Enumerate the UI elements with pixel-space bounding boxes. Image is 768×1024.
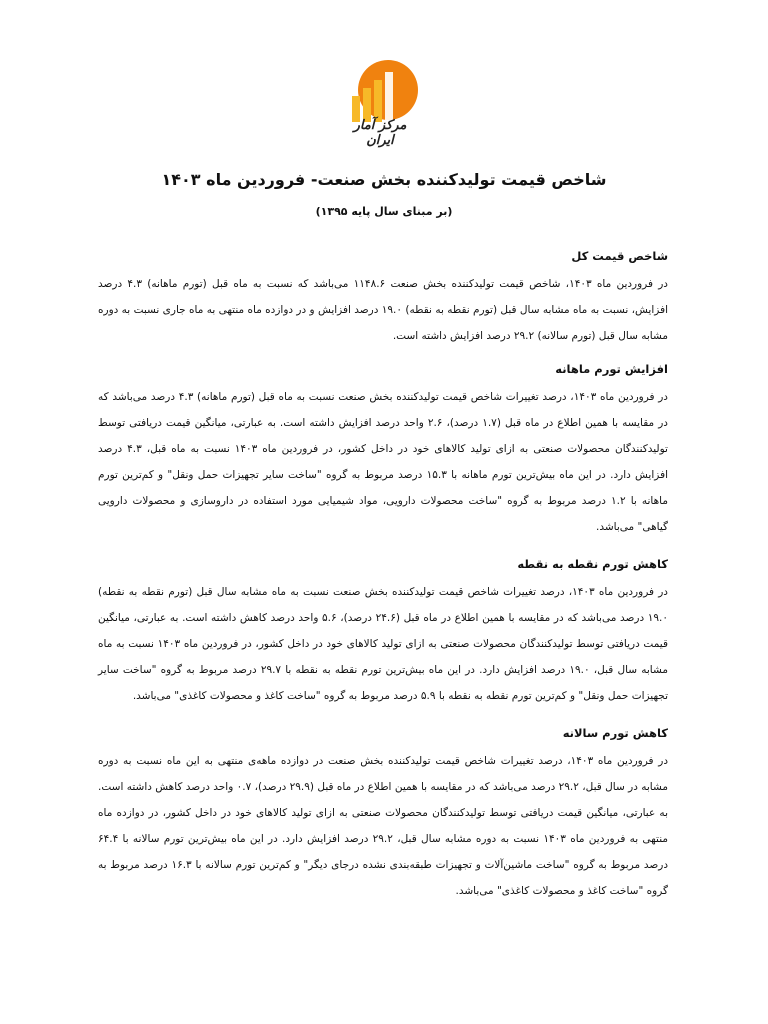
section-monthly-inflation (98, 360, 668, 540)
section-body: در فروردین ماه ۱۴۰۳، شاخص قیمت تولیدکننده بخش صنعت ۱۱۴۸.۶ می‌باشد که نسبت به ماه قبل (تورم ماهانه) ۴.۳ درصد افزایش، نسبت به ماه مشابه سال قبل (تورم نقطه به نقطه) ۱۹.۰ درصد افزایش و در دوازده ماه منتهی به ماه جاری نسبت به دوره مشابه سال قبل (تورم سالانه) ۲۹.۲ درصد افزایش داشته است. (98, 278, 669, 342)
section-heading: افزایش تورم ماهانه (555, 362, 668, 376)
logo-text: مرکز آمار ایران (353, 118, 407, 148)
page-title: شاخص قیمت تولیدکننده بخش صنعت- فروردین ماه ۱۴۰۳ (161, 170, 607, 189)
section-body: در فروردین ماه ۱۴۰۳، درصد تغییرات شاخص قیمت تولیدکننده بخش صنعت در دوازده ماهه‌ی منتهی به این ماه نسبت به دوره مشابه در سال قبل، ۲۹.۲ درصد می‌باشد که در مقایسه با همین اطلاع در ماه قبل (۲۹.۹ درصد)، ۰.۷ واحد درصد کاهش داشته است. به عبارتی، میانگین قیمت دریافتی توسط تولیدکنندگان محصولات صنعتی به ازای تولید کالاهای خود در داخل کشور، در دوازده ماه منتهی به فروردین ماه ۱۴۰۳ نسبت به دوره مشابه سال قبل، ۲۹.۲ درصد افزایش دارد. در این ماه بیش‌ترین تورم سالانه با ۶۴.۴ درصد مربوط به گروه "ساخت ماشین‌آلات و تجهیزات طبقه‌بندی نشده درجای دیگر" و کم‌ترین تورم سالانه با ۱۶.۳ درصد مربوط به گروه "ساخت کاغذ و محصولات کاغذی" می‌باشد. (98, 755, 669, 897)
section-body: در فروردین ماه ۱۴۰۳، درصد تغییرات شاخص قیمت تولیدکننده بخش صنعت نسبت به ماه قبل (تورم ماهانه) ۴.۳ درصد می‌باشد که در مقایسه با همین اطلاع در ماه قبل (۱.۷ درصد)، ۲.۶ واحد درصد افزایش داشته است. به عبارتی، میانگین قیمت دریافتی توسط تولیدکنندگان محصولات صنعتی به ازای تولید کالاهای خود در داخل کشور، در فروردین ماه ۱۴۰۳ نسبت به ماه قبل، ۴.۳ درصد افزایش دارد. در این ماه بیش‌ترین تورم ماهانه با ۱۵.۳ درصد مربوط به گروه "ساخت سایر تجهیزات حمل ونقل" و کم‌ترین تورم ماهانه با ۱.۲ درصد مربوط به گروه "ساخت محصولات دارویی، مواد شیمیایی مورد استفاده در داروسازی و محصولات دارویی گیاهی" می‌باشد. (98, 391, 669, 533)
page-subtitle: (بر مبنای سال پایه ۱۳۹۵) (315, 205, 453, 218)
section-annual-inflation (98, 724, 668, 904)
section-heading: شاخص قیمت کل (571, 249, 668, 263)
section-body: در فروردین ماه ۱۴۰۳، درصد تغییرات شاخص قیمت تولیدکننده بخش صنعت نسبت به ماه مشابه سال قبل (تورم نقطه به نقطه) ۱۹.۰ درصد می‌باشد که در مقایسه با همین اطلاع در ماه قبل (۲۴.۶ درصد)، ۵.۶ واحد درصد کاهش داشته است. به عبارتی، میانگین قیمت دریافتی توسط تولیدکنندگان محصولات صنعتی به ازای تولید کالاهای خود در داخل کشور، در فروردین ماه ۱۴۰۳ نسبت به ماه مشابه سال قبل، ۱۹.۰ درصد افزایش دارد. در این ماه بیش‌ترین تورم نقطه به نقطه با ۲۹.۷ درصد مربوط به گروه "ساخت سایر تجهیزات حمل ونقل" و کم‌ترین تورم نقطه به نقطه با ۵.۹ درصد مربوط به گروه "ساخت کاغذ و محصولات کاغذی" می‌باشد. (98, 586, 669, 702)
section-point-to-point-inflation (98, 555, 668, 709)
section-heading: کاهش تورم نقطه به نقطه (517, 557, 668, 571)
section-heading: کاهش تورم سالانه (562, 726, 668, 740)
section-overall-index (98, 247, 668, 349)
